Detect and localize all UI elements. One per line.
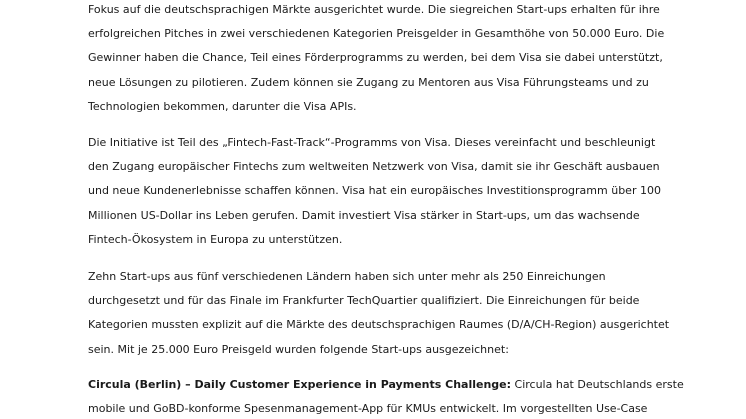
text-line: Fokus auf die deutschsprachigen Märkte ausgerichtet wurde. Die siegreichen Start-ups erhalten für ihre	[88, 3, 660, 16]
text-line: den Zugang europäischer Fintechs zum weltweiten Netzwerk von Visa, damit sie ihr Geschäft ausbauen	[88, 160, 660, 174]
text-line: Gewinner haben die Chance, Teil eines Förderprogramms zu werden, bei dem Visa sie dabei unterstützt,	[88, 51, 663, 65]
text-line: und neue Kundenerlebnisse schaffen können. Visa hat ein europäisches Investitionsprogramm über 100	[88, 184, 661, 198]
text-line: Fintech-Ökosystem in Europa zu unterstützen.	[88, 232, 343, 246]
text-line: sein. Mit je 25.000 Euro Preisgeld wurden folgende Start-ups ausgezeichnet:	[88, 342, 509, 356]
winner-heading: Circula (Berlin) – Daily Customer Experience in Payments Challenge:	[88, 378, 512, 391]
text-line: neue Lösungen zu pilotieren. Zudem können sie Zugang zu Mentoren aus Visa Führungsteams und zu	[88, 75, 649, 89]
text-line: Technologien bekommen, darunter die Visa APIs.	[88, 99, 357, 113]
paragraph-circula	[88, 373, 708, 419]
text-line: Kategorien mussten explizit auf die Märkte des deutschsprachigen Raumes (D/A/CH-Region) ausgerichtet	[88, 318, 670, 332]
paragraph-prize-details	[88, 0, 708, 119]
text-line: Zehn Start-ups aus fünf verschiedenen Ländern haben sich unter mehr als 250 Einreichungen	[88, 270, 606, 283]
text-line: mobile und GoBD-konforme Spesenmanagement-App für KMUs entwickelt. Im vorgestellten Use-Case	[88, 402, 648, 416]
text-line: durchgesetzt und für das Finale im Frankfurter TechQuartier qualifiziert. Die Einreichungen für beide	[88, 294, 640, 308]
paragraph-fintech-fast-track	[88, 131, 708, 252]
text-line: erfolgreichen Pitches in zwei verschiedenen Kategorien Preisgelder in Gesamthöhe von 50.000 Euro. Die	[88, 27, 665, 41]
text-line: Die Initiative ist Teil des „Fintech-Fast-Track“-Programms von Visa. Dieses vereinfacht und beschleunigt	[88, 136, 656, 149]
paragraph-finalists	[88, 265, 708, 362]
text-line: Millionen US-Dollar ins Leben gerufen. Damit investiert Visa stärker in Start-ups, um das wachsende	[88, 208, 640, 222]
winner-intro-text: Circula hat Deutschlands erste	[511, 378, 684, 391]
text-line	[88, 373, 708, 397]
